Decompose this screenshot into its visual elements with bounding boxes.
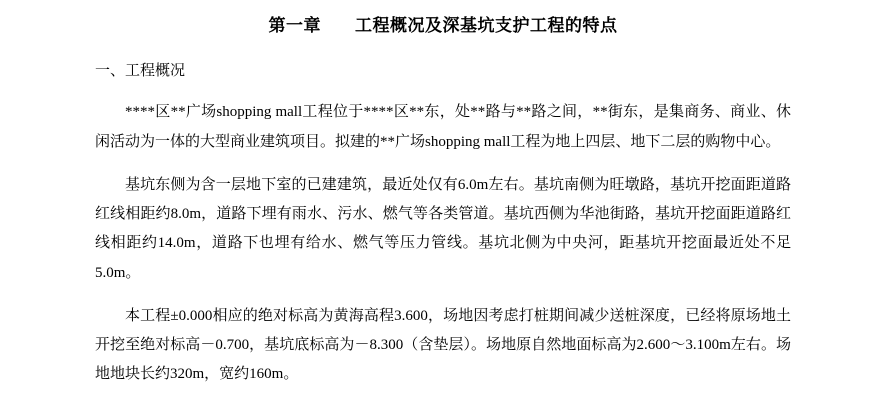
- chapter-name: 工程概况及深基坑支护工程的特点: [355, 16, 618, 35]
- paragraph-1: ****区**广场shopping mall工程位于****区**东，处**路与**路之间，**街东，是集商务、商业、休闲活动为一体的大型商业建筑项目。拟建的**广场shopping mall工程为地上四层、地下二层的购物中心。: [95, 104, 791, 150]
- page-title: [0, 14, 886, 38]
- paragraph-3: 本工程±0.000相应的绝对标高为黄海高程3.600，场地因考虑打桩期间减少送桩深度，已经将原场地土开挖至绝对标高－0.700，基坑底标高为－8.300（含垫层）。场地原自然地面标高为2.600～3.100m左右。场地地块长约320m，宽约160m。: [95, 307, 791, 383]
- paragraph-2: 基坑东侧为含一层地下室的已建建筑，最近处仅有6.0m左右。基坑南侧为旺墩路，基坑开挖面距道路红线相距约8.0m，道路下埋有雨水、污水、燃气等各类管道。基坑西侧为华池街路，基坑开挖面距道路红线相距约14.0m，道路下也埋有给水、燃气等压力管线。基坑北侧为中央河，距基坑开挖面最近处不足5.0m。: [95, 176, 791, 281]
- section-heading: 一、工程概况: [95, 62, 186, 79]
- chapter-number: 第一章: [268, 16, 321, 35]
- document-page: [0, 14, 886, 419]
